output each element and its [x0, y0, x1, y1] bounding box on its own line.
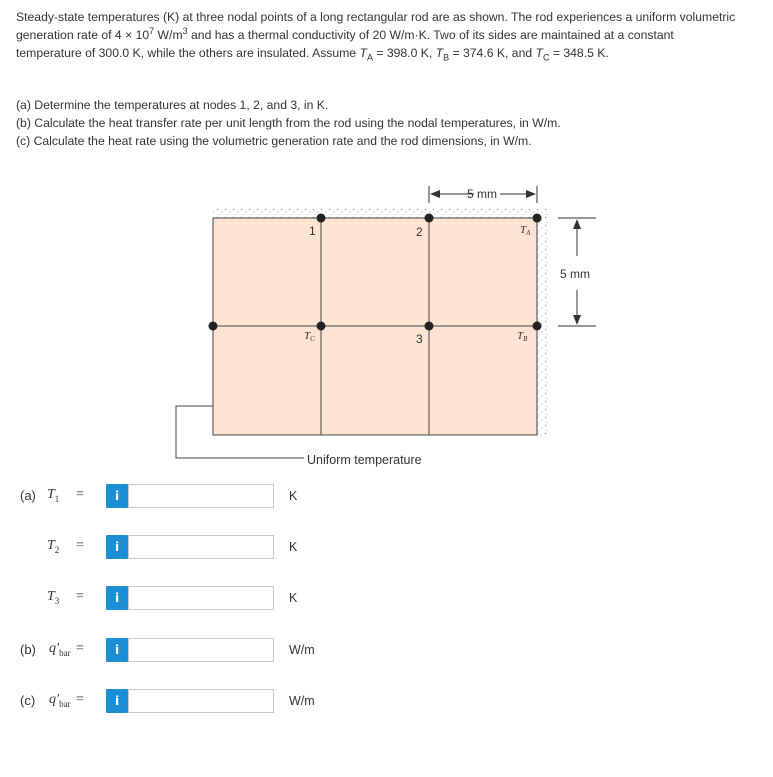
- variable-label: $q'_{bar}$: [49, 641, 71, 658]
- uniform-temperature-label: Uniform temperature: [307, 453, 422, 467]
- answer-row-T1: [0, 484, 773, 510]
- info-icon[interactable]: i: [106, 638, 128, 662]
- label-TB: TB: [517, 330, 528, 343]
- dim-h-arrow-right: [526, 190, 536, 198]
- unit-label: K: [289, 540, 298, 554]
- problem-line-1: Steady-state temperatures (K) at three nodal points of a long rectangular rod are as shown. The rod experiences a uniform volumetric: [16, 10, 736, 24]
- equals-sign: =: [76, 692, 84, 707]
- answer-input-qbar-b[interactable]: [128, 638, 274, 662]
- problem-statement: [16, 8, 761, 62]
- node-B-point: [533, 322, 542, 331]
- problem-line-3: temperature of 300.0 K, while the others are insulated. Assume $T_A = 398.0$ K, $T_B = 374.6$ K, and $T_C = 348.5$ K.: [16, 46, 609, 63]
- question-c: (c) Calculate the heat rate using the volumetric generation rate and the rod dimensions, in W/m.: [16, 134, 532, 148]
- unit-label: W/m: [289, 643, 315, 657]
- answer-input-T2[interactable]: [128, 535, 274, 559]
- answer-input-qbar-c[interactable]: [128, 689, 274, 713]
- dim-v-label: 5 mm: [560, 267, 590, 281]
- node-C-point: [317, 322, 326, 331]
- problem-line-2: generation rate of $4 \times 10^7$ $W/m^3$ and has a thermal conductivity of 20 W/m·K. Two of its sides are maintained at a constant: [16, 25, 674, 42]
- part-label: (b): [20, 642, 36, 657]
- equals-sign: =: [76, 538, 84, 553]
- node-2-label: 2: [416, 225, 423, 239]
- variable-label: $T_2$: [47, 538, 60, 555]
- insulation-top: [212, 207, 546, 218]
- info-icon[interactable]: i: [106, 689, 128, 713]
- equals-sign: =: [76, 589, 84, 604]
- answer-row-T2: [0, 535, 773, 561]
- equals-sign: =: [76, 487, 84, 502]
- node-A-point: [533, 214, 542, 223]
- questions: [16, 96, 761, 150]
- dim-h-label: 5 mm: [467, 187, 497, 201]
- unit-label: K: [289, 489, 298, 503]
- unit-label: W/m: [289, 694, 315, 708]
- part-label: (a): [20, 488, 36, 503]
- node-3-point: [425, 322, 434, 331]
- label-TC: TC: [304, 330, 315, 343]
- node-left-mid-point: [209, 322, 218, 331]
- node-2-point: [425, 214, 434, 223]
- part-label: (c): [20, 693, 36, 708]
- equals-sign: =: [76, 641, 84, 656]
- unit-label: K: [289, 591, 298, 605]
- answer-row-qbar-c: [0, 689, 773, 715]
- variable-label: $T_1$: [47, 487, 60, 504]
- answer-row-qbar-b: [0, 638, 773, 664]
- answer-row-T3: [0, 586, 773, 612]
- variable-label: $T_3$: [47, 589, 60, 606]
- info-icon[interactable]: i: [106, 484, 128, 508]
- info-icon[interactable]: i: [106, 535, 128, 559]
- dim-v-arrow-top: [573, 219, 581, 229]
- dim-v-arrow-bottom: [573, 315, 581, 325]
- node-1-point: [317, 214, 326, 223]
- dim-h-arrow-left: [430, 190, 440, 198]
- answer-input-T1[interactable]: [128, 484, 274, 508]
- node-3-label: 3: [416, 332, 423, 346]
- variable-label: $q'_{bar}$: [49, 692, 71, 709]
- question-a: (a) Determine the temperatures at nodes 1, 2, and 3, in K.: [16, 98, 329, 112]
- node-1-label: 1: [309, 224, 316, 238]
- answer-input-T3[interactable]: [128, 586, 274, 610]
- question-b: (b) Calculate the heat transfer rate per unit length from the rod using the nodal temperatures, in W/m.: [16, 116, 561, 130]
- info-icon[interactable]: i: [106, 586, 128, 610]
- label-TA: TA: [520, 224, 531, 237]
